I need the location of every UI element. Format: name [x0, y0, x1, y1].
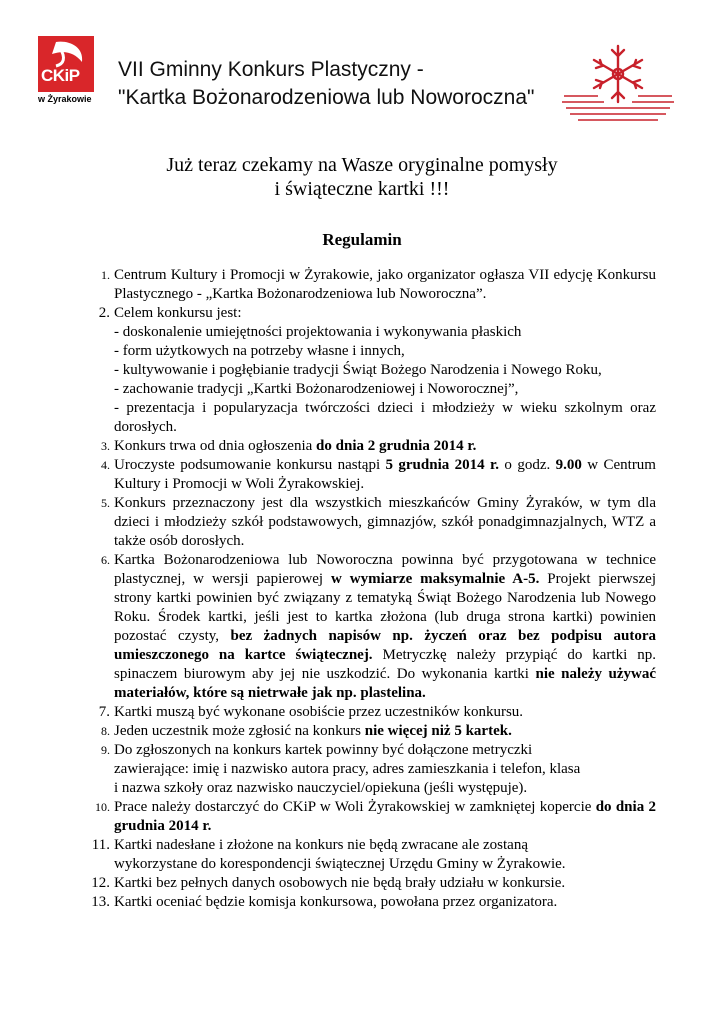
lead-line-2: i świąteczne kartki !!!: [274, 178, 450, 200]
rule-1: [78, 266, 656, 304]
rule-6: [78, 551, 656, 703]
rule-text: Projekt pierwszej strony kartki powinien być związany z tematyką Świąt Bożego Narodzenia lub Nowego Roku. Środek kartki, jeśli jest to kartka złożona (lub druga strona kartki) powinien pozostać czysty,: [114, 571, 656, 644]
rule-number: 4.: [101, 458, 110, 472]
rule-7: [78, 703, 656, 722]
rule-text: Prace należy dostarczyć do CKiP w Woli Żyrakowskiej w zamkniętej kopercie: [114, 799, 596, 815]
rule-text: Jeden uczestnik może zgłosić na konkurs: [114, 723, 365, 739]
rule-4: [78, 456, 656, 494]
rule-5: [78, 494, 656, 551]
goal-item: - form użytkowych na potrzeby własne i innych,: [114, 343, 405, 359]
rule-text: Metryczkę należy przypiąć do kartki np. spinaczem biurowym aby jej nie uszkodzić. Do wykonania kartki: [114, 647, 656, 682]
goal-item: - prezentacja i popularyzacja twórczości dzieci i młodzieży w wieku szkolnym oraz dorosłych.: [114, 400, 656, 435]
rule-text: Kartki muszą być wykonane osobiście przez uczestników konkursu.: [114, 704, 524, 720]
rule-text: Kartki oceniać będzie komisja konkursowa, powołana przez organizatora.: [114, 894, 558, 910]
rule-text: Konkurs przeznaczony jest dla wszystkich mieszkańców Gminy Żyraków, w tym dla dzieci i młodzieży szkół podstawowych, gimnazjów, szkół ponadgimnazjalnych, WTZ a także osób dorosłych.: [114, 495, 656, 549]
page-title: [118, 56, 534, 112]
lead-line-1: Już teraz czekamy na Wasze oryginalne pomysły: [166, 154, 558, 176]
rule-text: o godz.: [499, 457, 556, 473]
rule-10: [78, 798, 656, 836]
rule-number: 12.: [91, 875, 110, 891]
lead-text: [0, 153, 724, 201]
rule-emphasis: nie więcej niż 5 kartek.: [364, 723, 512, 739]
rule-text: Konkurs trwa od dnia ogłoszenia: [114, 438, 317, 454]
goal-item: - zachowanie tradycji „Kartki Bożonarodzeniowej i Noworocznej”,: [114, 381, 519, 397]
rule-number: 8.: [101, 724, 110, 738]
snowflake-stamp-icon: [558, 40, 678, 130]
rule-emphasis: nie należy używać materiałów, które są nietrwałe jak np. plastelina.: [114, 666, 657, 701]
rule-text: Kartki nadesłane i złożone na konkurs nie będą zwracane ale zostaną: [114, 837, 528, 853]
rule-emphasis: bez żadnych napisów np. życzeń oraz bez podpisu autora umieszczonego na kartce świątecznej.: [114, 628, 657, 663]
rule-3: [78, 437, 656, 456]
summary-time: 9.00: [555, 457, 582, 473]
deadline-date: do dnia 2 grudnia 2014 r.: [114, 799, 656, 834]
logo-subtitle: w Żyrakowie: [38, 94, 92, 104]
rule-text: zawierające: imię i nazwisko autora pracy, adres zamieszkania i telefon, klasa: [114, 761, 581, 777]
title-line-2: "Kartka Bożonarodzeniowa lub Noworoczna": [118, 86, 535, 109]
rule-number: 6.: [101, 553, 110, 567]
rule-number: 5.: [101, 496, 110, 510]
rule-text: Uroczyste podsumowanie konkursu nastąpi: [114, 457, 386, 473]
rule-number: 1.: [101, 268, 110, 282]
rule-2: [78, 304, 656, 437]
rule-number: 7.: [98, 704, 110, 720]
rule-12: [78, 874, 656, 893]
rule-text: Do zgłoszonych na konkurs kartek powinny być dołączone metryczki: [114, 742, 533, 758]
goal-item: - doskonalenie umiejętności projektowania i wykonywania płaskich: [114, 324, 522, 340]
rule-number: 10.: [95, 800, 110, 814]
rule-13: [78, 893, 656, 912]
rule-text: i nazwa szkoły oraz nazwisko nauczyciel/opiekuna (jeśli występuje).: [114, 780, 528, 796]
regulation-heading: Regulamin: [322, 230, 402, 249]
title-line-1: VII Gminny Konkurs Plastyczny -: [118, 58, 424, 81]
rule-9: [78, 741, 656, 798]
rule-text: Celem konkursu jest:: [114, 305, 242, 321]
rules-list: [78, 266, 656, 912]
ckip-logo: [38, 36, 94, 92]
rule-number: 13.: [91, 894, 110, 910]
rule-number: 9.: [101, 743, 110, 757]
rule-number: 2.: [98, 305, 110, 321]
rule-text: Centrum Kultury i Promocji w Żyrakowie, jako organizator ogłasza VII edycję Konkursu Plastycznego - „Kartka Bożonarodzeniowa lub Noworoczna”.: [114, 267, 656, 302]
rule-text: w Centrum Kultury i Promocji w Woli Żyrakowskiej.: [114, 457, 656, 492]
rule-text: wykorzystane do korespondencji świątecznej Urzędu Gminy w Żyrakowie.: [114, 856, 566, 872]
rule-text: Kartki bez pełnych danych osobowych nie będą brały udziału w konkursie.: [114, 875, 566, 891]
rule-8: [78, 722, 656, 741]
rule-number: 11.: [91, 837, 110, 853]
rule-number: 3.: [101, 439, 110, 453]
summary-date: 5 grudnia 2014 r.: [385, 457, 500, 473]
goal-item: - kultywowanie i pogłębianie tradycji Świąt Bożego Narodzenia i Nowego Roku,: [114, 362, 602, 378]
deadline-date: do dnia 2 grudnia 2014 r.: [316, 438, 477, 454]
rule-text: Kartka Bożonarodzeniowa lub Noworoczna powinna być przygotowana w technice plastycznej, w wersji papierowej: [114, 552, 656, 587]
rule-11: [78, 836, 656, 874]
logo-text: CKiP: [41, 66, 80, 85]
rule-emphasis: w wymiarze maksymalnie A-5.: [331, 571, 540, 587]
